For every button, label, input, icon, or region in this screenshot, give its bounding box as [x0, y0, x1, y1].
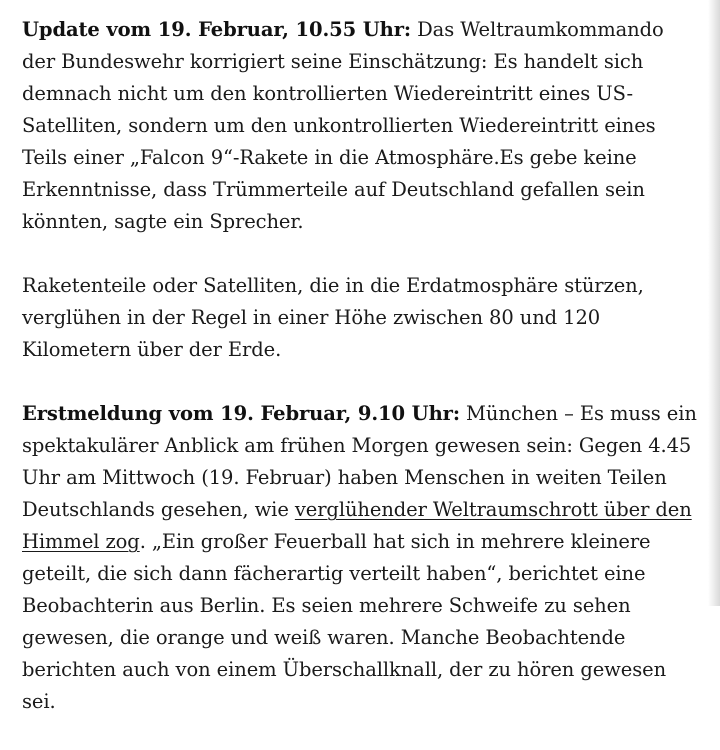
first-report-text-before-link: München – Es muss ein spektakulärer Anblick am frühen Morgen gewesen sein: Gegen 4.45 Uhr am Mittwoch (19. Februar) haben Menschen in weiten Teilen Deutschlands gesehen, wie [22, 402, 697, 521]
first-report-text-after-link: . „Ein großer Feuerball hat sich in mehrere kleinere geteilt, die sich dann fächerartig verteilt haben“, berichtet eine Beobachterin aus Berlin. Es seien mehrere Schweife zu sehen gewesen, die orange und weiß waren. Manche Beobachtende berichten auch von einem Überschallknall, der zu hören gewesen sei. [22, 530, 667, 713]
page-edge-shadow [708, 0, 720, 606]
first-report-paragraph [22, 398, 702, 718]
first-report-lead: Erstmeldung vom 19. Februar, 9.10 Uhr: [22, 402, 460, 425]
article-body [22, 14, 702, 750]
info-paragraph [22, 270, 702, 366]
update-text: Das Weltraumkommando der Bundeswehr korrigiert seine Einschätzung: Es handelt sich demnach nicht um den kontrollierten Wiedereintritt eines US-Satelliten, sondern um den unkontrollierten Wiedereintritt eines Teils einer „Falcon 9“-Rakete in die Atmosphäre.Es gebe keine Erkenntnisse, dass Trümmerteile auf Deutschland gefallen sein könnten, sagte ein Sprecher. [22, 18, 664, 233]
update-lead: Update vom 19. Februar, 10.55 Uhr: [22, 18, 412, 41]
space-debris-link[interactable]: verglühender Weltraumschrott über den Himmel zog [22, 498, 692, 553]
info-text: Raketenteile oder Satelliten, die in die Erdatmosphäre stürzen, verglühen in der Regel in einer Höhe zwischen 80 und 120 Kilometern über der Erde. [22, 274, 644, 361]
update-paragraph [22, 14, 702, 238]
